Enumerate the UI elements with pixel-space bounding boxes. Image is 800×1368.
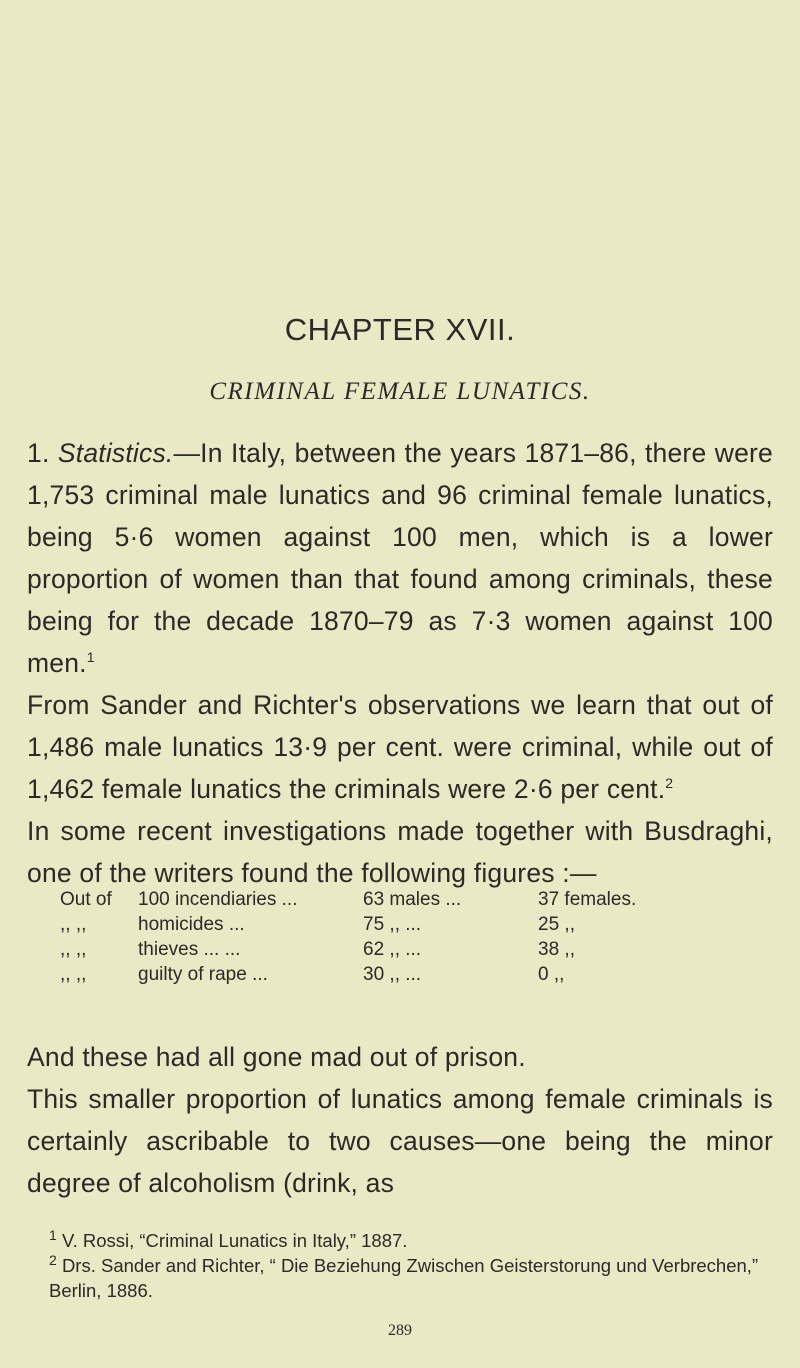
sander-richter-text: From Sander and Richter's observations we learn that out of 1,486 male lunatics 13·9 per cent. were criminal, while out of 1,462 female lunatics the criminals were 2·6 per cent.: [27, 690, 773, 804]
paragraph-prison: And these had all gone mad out of prison.: [27, 1042, 526, 1072]
figures-table: [60, 887, 740, 987]
table-cell: 30 ,, ...: [363, 964, 422, 985]
table-row: [60, 937, 740, 962]
footnote-1-text: V. Rossi, “Criminal Lunatics in Italy,” 1887.: [61, 1230, 408, 1251]
section-number: 1.: [27, 438, 50, 468]
table-cell: ,, ,,: [60, 964, 87, 985]
statistics-text: —In Italy, between the years 1871–86, there were 1,753 criminal male lunatics and 96 criminal female lunatics, being 5·6 women against 100 men, which is a lower proportion of women than that found among criminals, these being for the decade 1870–79 as 7·3 women against 100 men.: [27, 438, 773, 678]
footnote-mark-1: 1: [49, 1226, 57, 1243]
busdraghi-text: In some recent investigations made together with Busdraghi, one of the writers found the following figures :—: [27, 816, 773, 888]
table-cell: thieves ... ...: [138, 939, 241, 960]
chapter-title: CHAPTER XVII.: [284, 312, 516, 347]
footnote-2-text: Drs. Sander and Richter, “ Die Beziehung Zwischen Geisterstorung und Verbrechen,” Berlin, 1886.: [49, 1255, 759, 1301]
table-cell: ,, ,,: [60, 939, 87, 960]
paragraph-statistics-intro: [27, 432, 773, 684]
page-number: 289: [388, 1322, 412, 1339]
table-cell: ,, ,,: [60, 914, 87, 935]
statistics-paragraph: [27, 432, 773, 894]
table-cell: 75 ,, ...: [363, 914, 422, 935]
section-heading: Statistics.: [57, 438, 174, 468]
table-cell: 62 ,, ...: [363, 939, 422, 960]
table-row: [60, 962, 740, 987]
table-cell: 25 ,,: [538, 914, 575, 935]
paragraph-causes: This smaller proportion of lunatics among female criminals is certainly ascribable to two causes—one being the minor degree of alcoholism (drink, as: [27, 1084, 773, 1198]
table-cell: homicides ...: [138, 914, 245, 935]
footnote-ref-1: 1: [86, 649, 95, 666]
paragraph-sander-richter: [27, 684, 773, 810]
causes-paragraph: [27, 1036, 773, 1204]
table-row: [60, 912, 740, 937]
footnotes: [27, 1228, 773, 1303]
table-cell: 0 ,,: [538, 964, 565, 985]
table-row: [60, 887, 740, 912]
footnote-ref-2: 2: [665, 775, 674, 792]
paragraph-busdraghi: [27, 810, 773, 894]
table-cell: 100 incendiaries ...: [138, 889, 298, 910]
footnote-mark-2: 2: [49, 1251, 57, 1268]
table-cell: 37 females.: [538, 889, 637, 910]
table-cell: Out of: [60, 889, 112, 910]
section-title: CRIMINAL FEMALE LUNATICS.: [209, 378, 591, 405]
footnote-1: [27, 1228, 773, 1253]
footnote-2: [27, 1253, 773, 1303]
table-cell: guilty of rape ...: [138, 964, 268, 985]
table-cell: 38 ,,: [538, 939, 575, 960]
table-cell: 63 males ...: [363, 889, 462, 910]
